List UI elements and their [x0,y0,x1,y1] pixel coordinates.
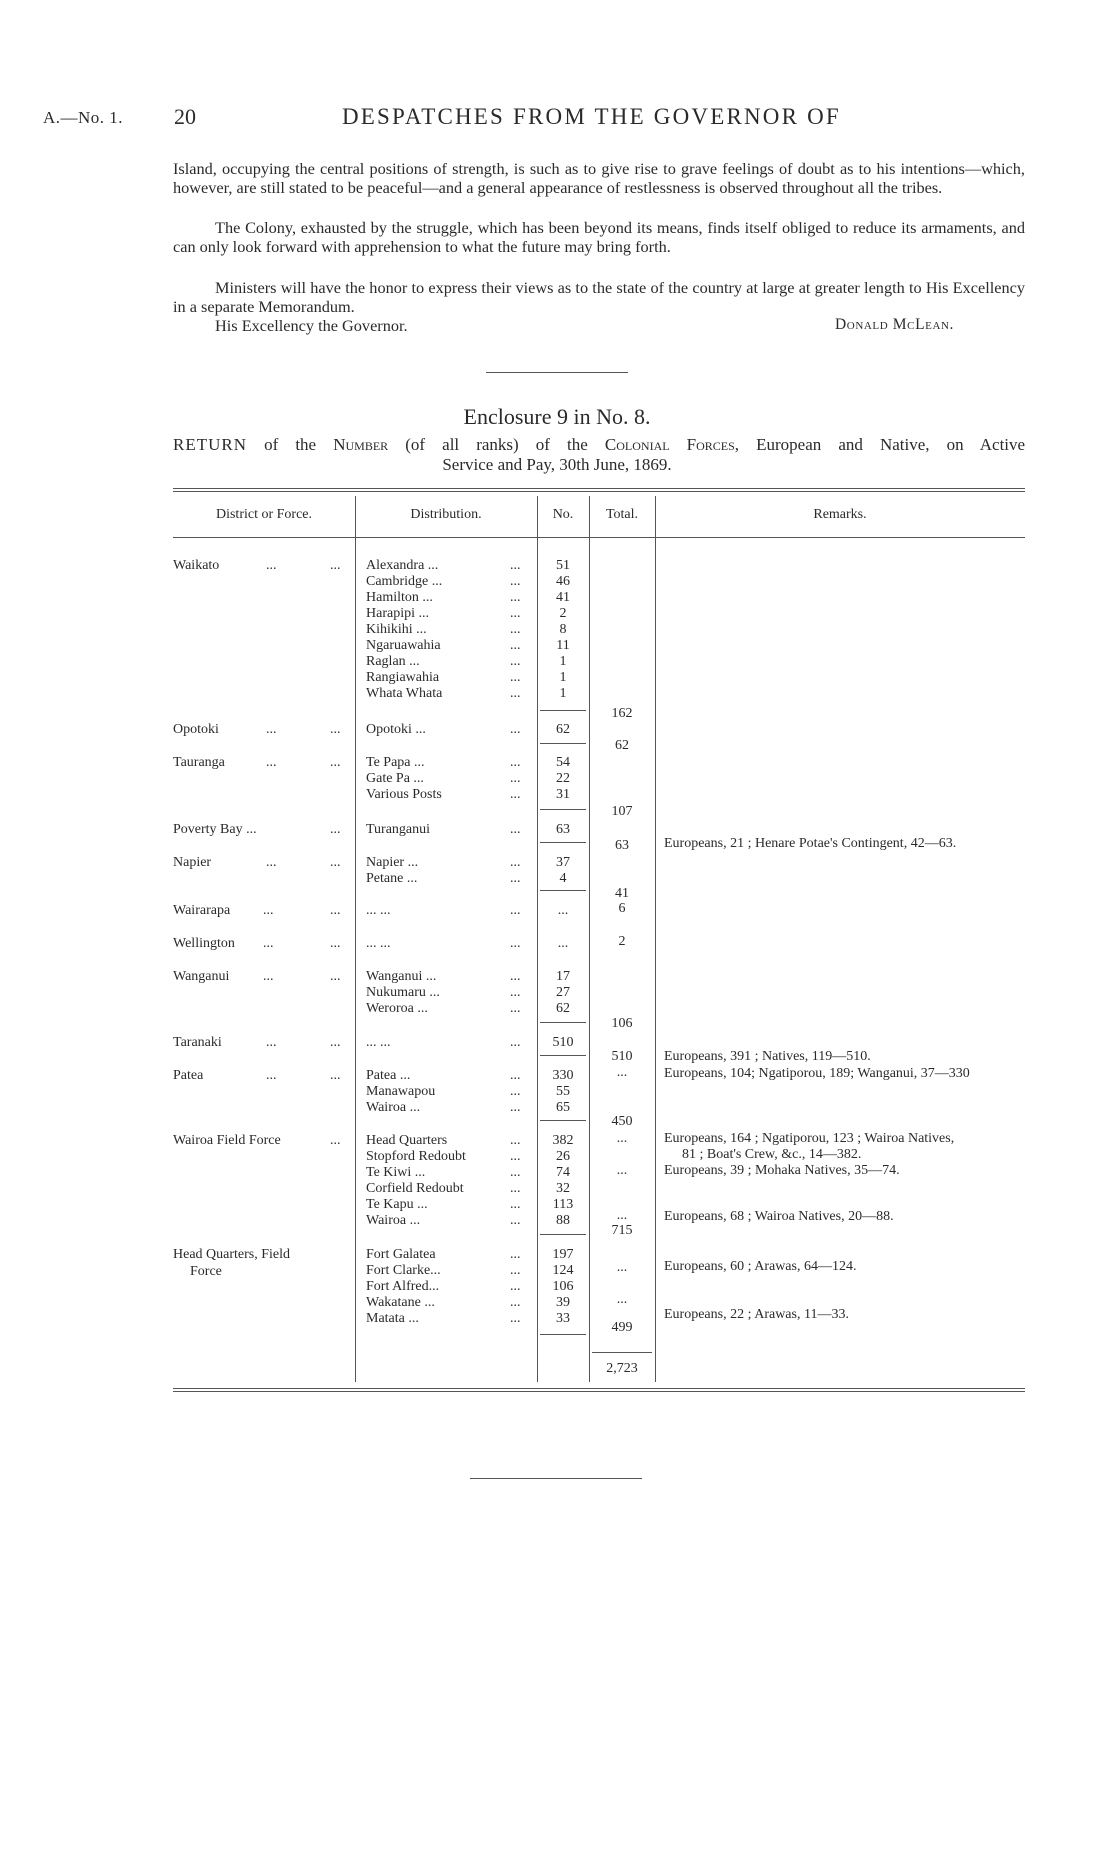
distribution-count: 54 [556,755,570,770]
district-wairoa-field-force: Wairoa Field Force [173,1133,281,1148]
distribution-count: 62 [556,722,570,737]
return-number: Number [333,435,389,454]
leader-dots: ... [263,903,274,918]
leader-dots: ... [330,1133,341,1148]
header-district: District or Force. [215,507,313,522]
distribution-count: 63 [556,822,570,837]
distribution-count: 74 [556,1165,570,1180]
distribution-place: ... ... [366,936,391,951]
district-patea: Patea [173,1068,204,1083]
distribution-count: 51 [556,558,570,573]
leader-dots: ... [510,1279,521,1294]
remark-fort-clarke: Europeans, 60 ; Arawas, 64—124. [664,1259,857,1274]
district-poverty-bay: Poverty Bay ... [173,822,257,837]
distribution-count: 8 [559,622,567,637]
page-number: 20 [174,104,196,129]
distribution-count: 510 [552,1035,574,1050]
subtotal-rule [540,1120,586,1121]
distribution-count: 65 [556,1100,570,1115]
total-placeholder: ... [616,1208,628,1223]
leader-dots: ... [266,1035,277,1050]
leader-dots: ... [330,969,341,984]
leader-dots: ... [510,686,521,701]
distribution-place: Matata ... [366,1311,419,1326]
addressee: His Excellency the Governor. [215,316,408,335]
header-no: No. [552,507,574,522]
distribution-place: ... ... [366,903,391,918]
district-head-quarters: Head Quarters, Field [173,1247,291,1262]
leader-dots: ... [510,1084,521,1099]
distribution-count: 37 [556,855,570,870]
distribution-count: 1 [559,670,567,685]
distribution-count: 330 [552,1068,574,1083]
total-placeholder: ... [616,1292,628,1307]
distribution-count: 62 [556,1001,570,1016]
leader-dots: ... [510,1295,521,1310]
distribution-place: Corfield Redoubt [366,1181,464,1196]
distribution-place: Napier ... [366,855,419,870]
column-divider [589,496,590,1382]
distribution-count: 113 [552,1197,574,1212]
distribution-place: Opotoki ... [366,722,426,737]
distribution-place: Patea ... [366,1068,411,1083]
running-title: DESPATCHES FROM THE GOVERNOR OF [342,104,841,129]
distribution-place: Fort Alfred... [366,1279,440,1294]
distribution-count: 11 [556,638,570,653]
distribution-count: 22 [556,771,570,786]
leader-dots: ... [510,1035,521,1050]
total-wairarapa: 6 [618,901,626,916]
leader-dots: ... [266,558,277,573]
leader-dots: ... [510,1213,521,1228]
leader-dots: ... [510,558,521,573]
total-placeholder: ... [616,1131,628,1146]
leader-dots: ... [510,1100,521,1115]
district-wanganui: Wanganui [173,969,230,984]
total-wellington: 2 [618,934,626,949]
distribution-count: 26 [556,1149,570,1164]
distribution-count: 39 [556,1295,570,1310]
distribution-count: 27 [556,985,570,1000]
subtotal-rule [540,1234,586,1235]
leader-dots: ... [510,969,521,984]
subtotal-rule [540,710,586,711]
distribution-count: 124 [552,1263,574,1278]
remark-head-quarters: Europeans, 164 ; Ngatiporou, 123 ; Wairoa Natives, [664,1131,955,1146]
subtotal-rule [540,1055,586,1056]
distribution-place: Cambridge ... [366,574,443,589]
total-poverty-bay: 63 [615,838,629,853]
leader-dots: ... [330,855,341,870]
return-heading-line2: Service and Pay, 30th June, 1869. [442,455,672,474]
leader-dots: ... [263,969,274,984]
distribution-count: 4 [559,871,567,886]
grand-total: 2,723 [606,1361,638,1376]
leader-dots: ... [510,574,521,589]
distribution-count: 382 [552,1133,574,1148]
leader-dots: ... [266,755,277,770]
leader-dots: ... [263,936,274,951]
enclosure-title: Enclosure 9 in No. 8. [463,404,651,429]
distribution-place: Hamilton ... [366,590,433,605]
leader-dots: ... [330,722,341,737]
distribution-place: Wairoa ... [366,1100,421,1115]
leader-dots: ... [510,1001,521,1016]
return-colonial-forces: Colonial Forces, [604,435,740,454]
return-heading [173,435,1025,455]
leader-dots: ... [510,670,521,685]
leader-dots: ... [510,755,521,770]
distribution-place: Manawapou [366,1084,436,1099]
table-header-rule [173,537,1025,538]
distribution-count: 88 [556,1213,570,1228]
total-napier: 41 [615,886,629,901]
district-wellington: Wellington [173,936,235,951]
leader-dots: ... [510,1197,521,1212]
table-top-rule-2 [173,491,1025,492]
leader-dots: ... [330,903,341,918]
distribution-place: Raglan ... [366,654,420,669]
return-all-ranks: (of all ranks) of the [405,435,588,454]
district-wairarapa: Wairarapa [173,903,231,918]
distribution-place: Petane ... [366,871,418,886]
distribution-count: 32 [556,1181,570,1196]
total-patea: 450 [611,1114,633,1129]
leader-dots: ... [330,936,341,951]
leader-dots: ... [510,622,521,637]
leader-dots: ... [510,1068,521,1083]
distribution-place: Whata Whata [366,686,443,701]
distribution-count: 106 [552,1279,574,1294]
distribution-count: 31 [556,787,570,802]
header-distribution: Distribution. [410,507,482,522]
table-top-rule [173,488,1025,489]
leader-dots: ... [330,558,341,573]
column-divider [537,496,538,1382]
leader-dots: ... [266,1068,277,1083]
column-divider [655,496,656,1382]
leader-dots: ... [266,722,277,737]
leader-dots: ... [510,1181,521,1196]
leader-dots: ... [330,822,341,837]
distribution-place: Kihikihi ... [366,622,427,637]
section-divider [486,372,628,373]
leader-dots: ... [510,1263,521,1278]
leader-dots: ... [510,903,521,918]
return-european-native: European and Native, on Active [756,435,1026,454]
distribution-place: Fort Galatea [366,1247,436,1262]
subtotal-rule [540,890,586,891]
header-remarks: Remarks. [813,507,867,522]
remark-wairoa: Europeans, 68 ; Wairoa Natives, 20—88. [664,1209,894,1224]
distribution-place: Turanganui [366,822,431,837]
remark-taranaki: Europeans, 391 ; Natives, 119—510. [664,1049,871,1064]
subtotal-rule [540,1334,586,1335]
signature: Donald McLean. [835,316,955,333]
leader-dots: ... [510,654,521,669]
leader-dots: ... [330,1035,341,1050]
remark-head-quarters-2: 81 ; Boat's Crew, &c., 14—382. [682,1147,862,1162]
total-opotoki: 62 [615,738,629,753]
return-of-the: of the [264,435,317,454]
remark-te-kiwi: Europeans, 39 ; Mohaka Natives, 35—74. [664,1163,900,1178]
distribution-place: Te Kapu ... [366,1197,428,1212]
leader-dots: ... [510,855,521,870]
distribution-place: Nukumaru ... [366,985,440,1000]
distribution-count: 41 [556,590,570,605]
distribution-place: Gate Pa ... [366,771,424,786]
distribution-place: Ngaruawahia [366,638,441,653]
total-wairoa-field-force: 715 [611,1223,633,1238]
subtotal-rule [540,842,586,843]
total-waikato: 162 [611,706,633,721]
total-head-quarters: 499 [611,1320,633,1335]
distribution-place: Stopford Redoubt [366,1149,466,1164]
leader-dots: ... [266,855,277,870]
distribution-place: Te Kiwi ... [366,1165,426,1180]
leader-dots: ... [510,1247,521,1262]
total-placeholder: ... [616,1260,628,1275]
district-taranaki: Taranaki [173,1035,222,1050]
distribution-place: Wairoa ... [366,1213,421,1228]
leader-dots: ... [510,590,521,605]
leader-dots: ... [510,722,521,737]
return-word: RETURN [173,435,247,454]
distribution-place: ... ... [366,1035,391,1050]
distribution-count: 46 [556,574,570,589]
table-bottom-rule-2 [173,1391,1025,1392]
total-placeholder: ... [616,1163,628,1178]
distribution-place: Te Papa ... [366,755,425,770]
district-waikato: Waikato [173,558,220,573]
total-wanganui: 106 [611,1016,633,1031]
distribution-place: Harapipi ... [366,606,429,621]
distribution-place: Alexandra ... [366,558,439,573]
distribution-place: Rangiawahia [366,670,440,685]
leader-dots: ... [510,822,521,837]
leader-dots: ... [510,638,521,653]
distribution-place: Various Posts [366,787,442,802]
table-bottom-rule [173,1388,1025,1389]
header-total: Total. [605,507,639,522]
subtotal-rule [540,809,586,810]
district-opotoki: Opotoki [173,722,219,737]
distribution-count: 2 [559,606,567,621]
total-taranaki: 510 [611,1049,633,1064]
distribution-place: Wakatane ... [366,1295,435,1310]
leader-dots: ... [510,871,521,886]
distribution-count: 17 [556,969,570,984]
distribution-count: 55 [556,1084,570,1099]
district-napier: Napier [173,855,212,870]
column-divider [355,496,356,1382]
distribution-count: 1 [559,686,567,701]
distribution-count: ... [557,936,569,951]
paragraph-3: Ministers will have the honor to express their views as to the state of the country at large at greater length to His Excellency in a separate Memorandum. [173,278,1025,317]
distribution-place: Head Quarters [366,1133,448,1148]
district-tauranga: Tauranga [173,755,225,770]
remark-poverty-bay: Europeans, 21 ; Henare Potae's Contingent, 42—63. [664,836,957,851]
paragraph-1: Island, occupying the central positions of strength, is such as to give rise to grave feelings of doubt as to his intentions—which, however, are still stated to be peaceful—and a general appearance of restlessness is observed throughout all the tribes. [173,159,1025,198]
district-head-quarters-2: Force [190,1264,222,1279]
grand-total-rule [592,1352,652,1353]
leader-dots: ... [510,936,521,951]
leader-dots: ... [330,755,341,770]
leader-dots: ... [510,1133,521,1148]
leader-dots: ... [330,1068,341,1083]
remark-matata: Europeans, 22 ; Arawas, 11—33. [664,1307,849,1322]
leader-dots: ... [510,771,521,786]
leader-dots: ... [510,606,521,621]
leader-dots: ... [510,787,521,802]
remark-patea: Europeans, 104; Ngatiporou, 189; Wanganui, 37—330 [664,1066,970,1081]
total-tauranga: 107 [611,804,633,819]
subtotal-rule [540,1022,586,1023]
distribution-count: 1 [559,654,567,669]
distribution-count: 33 [556,1311,570,1326]
leader-dots: ... [510,1311,521,1326]
total-patea-placeholder: ... [616,1065,628,1080]
paragraph-2: The Colony, exhausted by the struggle, which has been beyond its means, finds itself obliged to reduce its armaments, and can only look forward with apprehension to what the future may bring forth. [173,218,1025,257]
distribution-count: 197 [552,1247,574,1262]
distribution-place: Wanganui ... [366,969,437,984]
subtotal-rule [540,743,586,744]
closing-divider [470,1478,642,1479]
distribution-place: Weroroa ... [366,1001,428,1016]
distribution-count: ... [557,903,569,918]
leader-dots: ... [510,985,521,1000]
leader-dots: ... [510,1149,521,1164]
leader-dots: ... [510,1165,521,1180]
distribution-place: Fort Clarke... [366,1263,441,1278]
document-reference: A.—No. 1. [43,108,124,127]
